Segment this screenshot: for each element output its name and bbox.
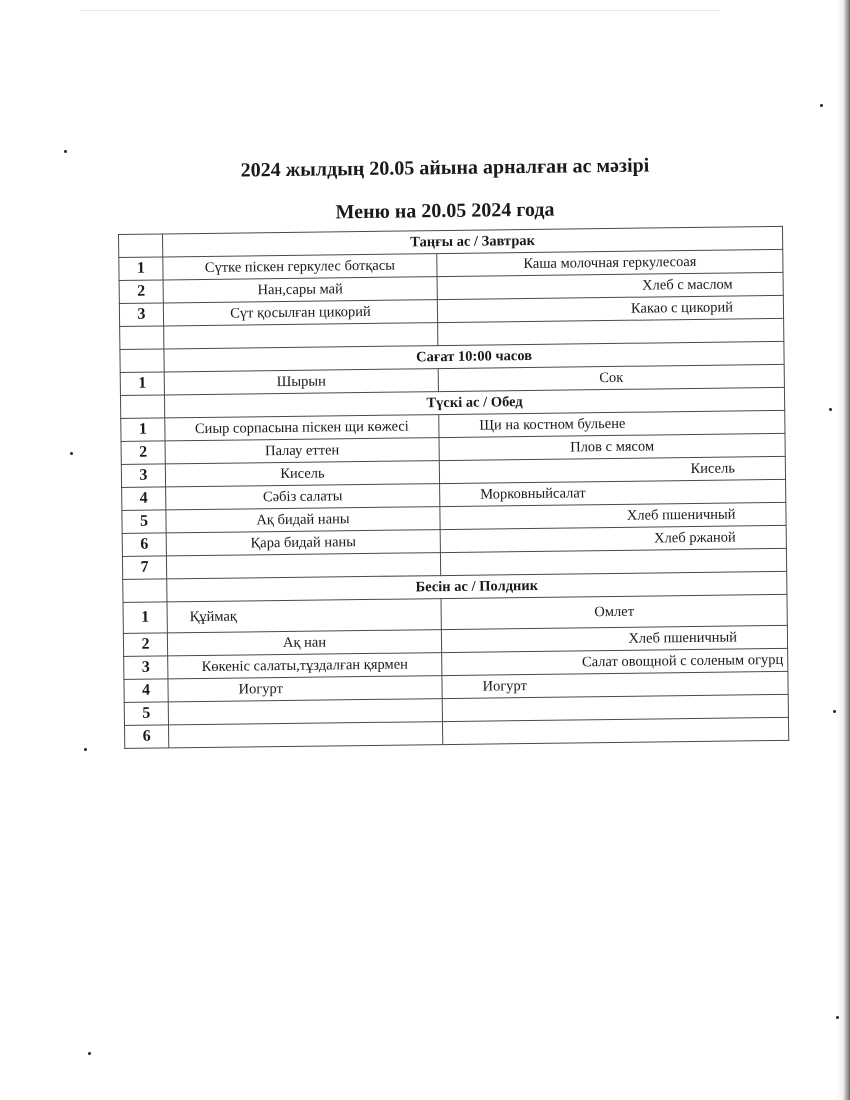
dish-kz bbox=[166, 553, 440, 579]
dish-ru: Плов с мясом bbox=[439, 433, 785, 460]
dish-ru: Хлеб с маслом bbox=[437, 272, 783, 299]
row-number: 3 bbox=[119, 303, 163, 327]
dish-ru: Кисель bbox=[439, 456, 785, 483]
dish-kz bbox=[164, 323, 438, 349]
dish-kz: Нан,сары май bbox=[163, 277, 437, 303]
row-number: 7 bbox=[122, 556, 166, 580]
row-number bbox=[120, 395, 164, 419]
row-number: 3 bbox=[121, 464, 165, 488]
dish-kz: Иогурт bbox=[168, 676, 442, 702]
scan-speck bbox=[829, 408, 832, 411]
row-number bbox=[123, 579, 167, 603]
scan-speck bbox=[84, 748, 87, 751]
section-label: Бесін ас / Полдник bbox=[167, 571, 787, 602]
dish-ru bbox=[442, 717, 788, 744]
dish-kz: Кисель bbox=[165, 461, 439, 487]
dish-ru: Хлеб пшеничный bbox=[440, 502, 786, 529]
dish-ru: Какао с цикорий bbox=[437, 295, 783, 322]
scan-speck bbox=[833, 710, 836, 713]
row-number: 5 bbox=[122, 510, 166, 534]
row-number: 4 bbox=[124, 679, 168, 703]
menu-title-kz: 2024 жылдың 20.05 айына арналған ас мәзірі bbox=[240, 154, 650, 182]
menu-title-ru: Меню на 20.05 2024 года bbox=[335, 198, 555, 224]
row-number: 1 bbox=[121, 418, 165, 442]
row-number: 2 bbox=[119, 280, 163, 304]
section-label: Таңғы ас / Завтрак bbox=[163, 226, 783, 257]
dish-ru: Морковныйсалат bbox=[440, 479, 786, 506]
row-number: 1 bbox=[120, 372, 164, 396]
dish-kz: Көкеніс салаты,тұздалған қярмен bbox=[168, 653, 442, 679]
dish-kz: Ақ бидай наны bbox=[166, 507, 440, 533]
section-label: Түскі ас / Обед bbox=[164, 387, 784, 418]
row-number: 6 bbox=[122, 533, 166, 557]
row-number: 4 bbox=[122, 487, 166, 511]
section-label: Сағат 10:00 часов bbox=[164, 341, 784, 372]
row-number: 2 bbox=[123, 633, 167, 657]
scan-speck bbox=[88, 1052, 91, 1055]
row-number bbox=[120, 326, 164, 350]
dish-kz: Шырын bbox=[164, 369, 438, 395]
dish-ru: Салат овощной с соленым огурц bbox=[442, 648, 788, 675]
scan-speck bbox=[820, 104, 823, 107]
scan-speck bbox=[70, 452, 73, 455]
dish-ru: Сок bbox=[438, 364, 784, 391]
dish-kz: Палау еттен bbox=[165, 438, 439, 464]
dish-kz: Құймақ bbox=[167, 599, 441, 633]
row-number: 1 bbox=[119, 257, 163, 281]
row-number: 6 bbox=[125, 725, 169, 749]
dish-ru: Иогурт bbox=[442, 671, 788, 698]
row-number: 1 bbox=[123, 602, 167, 634]
dish-ru: Хлеб ржаной bbox=[440, 525, 786, 552]
menu-table-wrapper bbox=[118, 226, 789, 749]
scan-top-line bbox=[80, 10, 720, 11]
dish-ru: Щи на костном бульене bbox=[439, 410, 785, 437]
dish-kz: Сиыр сорпасына піскен щи көжесі bbox=[165, 415, 439, 441]
dish-kz: Сәбіз салаты bbox=[166, 484, 440, 510]
scan-speck bbox=[64, 150, 67, 153]
menu-table bbox=[118, 226, 789, 749]
scan-speck bbox=[836, 1016, 839, 1019]
dish-ru: Хлеб пшеничный bbox=[441, 625, 787, 652]
dish-kz: Сүтке піскен геркулес ботқасы bbox=[163, 254, 437, 280]
row-number bbox=[119, 234, 163, 258]
dish-kz bbox=[168, 699, 442, 725]
dish-ru: Омлет bbox=[441, 594, 787, 629]
dish-kz: Сүт қосылған цикорий bbox=[163, 300, 437, 326]
dish-kz: Қара бидай наны bbox=[166, 530, 440, 556]
row-number bbox=[120, 349, 164, 373]
dish-kz: Ақ нан bbox=[167, 630, 441, 656]
row-number: 3 bbox=[124, 656, 168, 680]
dish-kz bbox=[169, 722, 443, 748]
row-number: 2 bbox=[121, 441, 165, 465]
row-number: 5 bbox=[124, 702, 168, 726]
dish-ru: Каша молочная геркулесоая bbox=[437, 249, 783, 276]
